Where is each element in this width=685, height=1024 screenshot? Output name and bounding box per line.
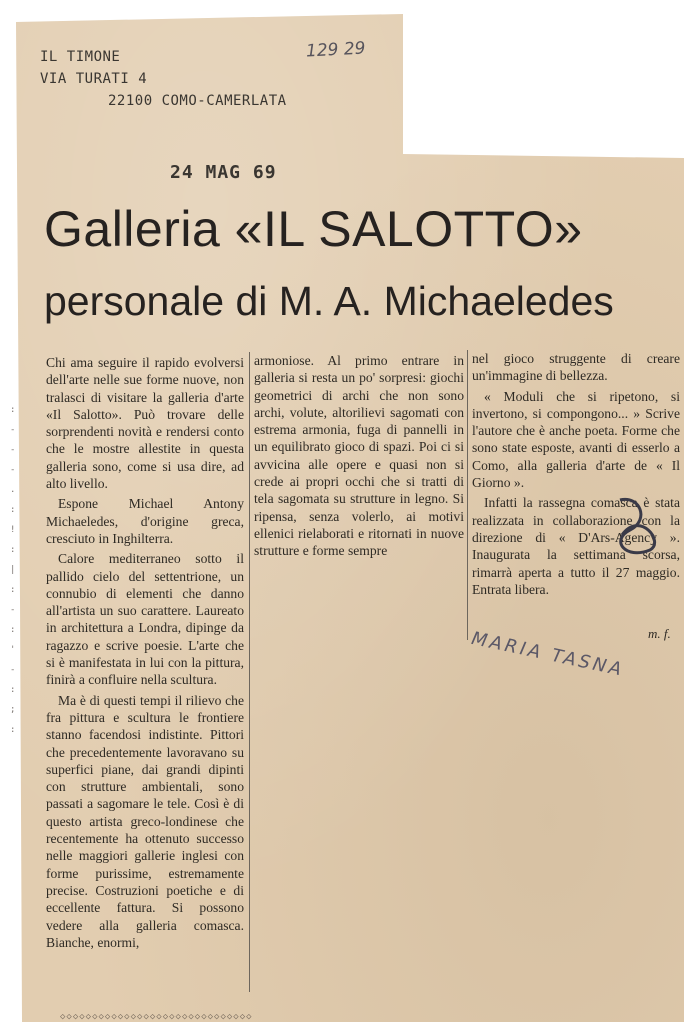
bottom-ornament: ◇◇◇◇◇◇◇◇◇◇◇◇◇◇◇◇◇◇◇◇◇◇◇◇◇◇◇◇◇◇ <box>60 1012 253 1022</box>
article-subheadline: personale di M. A. Michaeledes <box>44 278 614 324</box>
paragraph: Chi ama seguire il rapido evolversi dell'arte nelle sue forme nuove, non tralasci di visitare la galleria d'arte «Il Salotto». Può trovare delle sorprendenti novità e rendersi conto che le mostre allestite in questa galleria sono, come si usa dire, ad alto livello. <box>46 355 244 492</box>
column-divider <box>249 352 250 992</box>
paragraph: Ma è di questi tempi il rilievo che fra pittura e scultura le frontiere stanno facendosi indistinte. Pittori che precedentemente lavoravano su superfici piane, dai grandi dipinti con strutture ambientali, sono passati a sagomare le tele. Così è di questo artista greco-londinese che recentemente ha ottenuto successo nelle maggiori gallerie inglesi con forme purissime, estremamente precise. Costruzioni poetiche e di eccellente fattura. Si possono vedere alla galleria comasca. Bianche, enormi, <box>46 692 244 950</box>
date-stamp: 24 MAG 69 <box>170 162 277 183</box>
article-column-2 <box>254 352 464 563</box>
handwritten-number: 129 29 <box>305 38 366 62</box>
paragraph: Calore mediterraneo sotto il pallido cielo del settentrione, un connubio di elementi che danno all'artista un suo carattere. Laureato in architettura a Londra, dipinge da ragazzo e scrive poesie. L'arte che si è manifestata in lui con la pittura, finirà a confluire nella scultura. <box>46 551 244 688</box>
paragraph: « Moduli che si ripetono, si invertono, si compongono... » Scrive l'autore che è anche poeta. Forme che sono state esposte, avanti di esserlo a Como, alla galleria d'arte de « Il Giorno ». <box>472 388 680 491</box>
stamp-line-2: VIA TURATI 4 <box>40 71 148 87</box>
paragraph: armoniose. Al primo entrare in galleria si resta un po' sorpresi: giochi geometrici di archi che non sono archi, volute, altorilievi sagomati con estrema armonia, fuga di pannelli in un equilibrato gioco di spazi. Poi ci si avvicina alle opere e quasi non si crede ai propri occhi che si tratti di tela sagomata su strutture in legno. Si ripensa, senza volerlo, ai motivi ellenici rielaborati e ritornati in nuove strutture e forme sempre <box>254 353 464 559</box>
article-column-1 <box>46 354 244 954</box>
author-initials: m. f. <box>648 626 671 641</box>
stamp-line-3: 22100 COMO-CAMERLATA <box>108 93 287 109</box>
paragraph: Espone Michael Antony Michaeledes, d'origine greca, cresciuto in Inghilterra. <box>46 496 244 546</box>
pen-scribble <box>580 490 680 570</box>
publisher-stamp <box>40 46 287 112</box>
paragraph: Infatti la rassegna comasca è stata realizzata in collaborazione con la direzione di « D'Ars-Agency ». Inaugurata la settimana scorsa, rimarrà aperta a tutto il 27 maggio. Entrata libera. <box>472 495 680 597</box>
handwritten-signature: MARIA TASNA <box>469 628 627 681</box>
article-headline: Galleria «IL SALOTTO» <box>44 201 583 257</box>
paragraph: nel gioco struggente di creare un'immagine di bellezza. <box>472 351 680 384</box>
stamp-line-1: IL TIMONE <box>40 49 121 65</box>
column-divider <box>467 350 468 640</box>
margin-marks: : - - - . : ! : | : - : ' - : ; : <box>10 405 16 735</box>
